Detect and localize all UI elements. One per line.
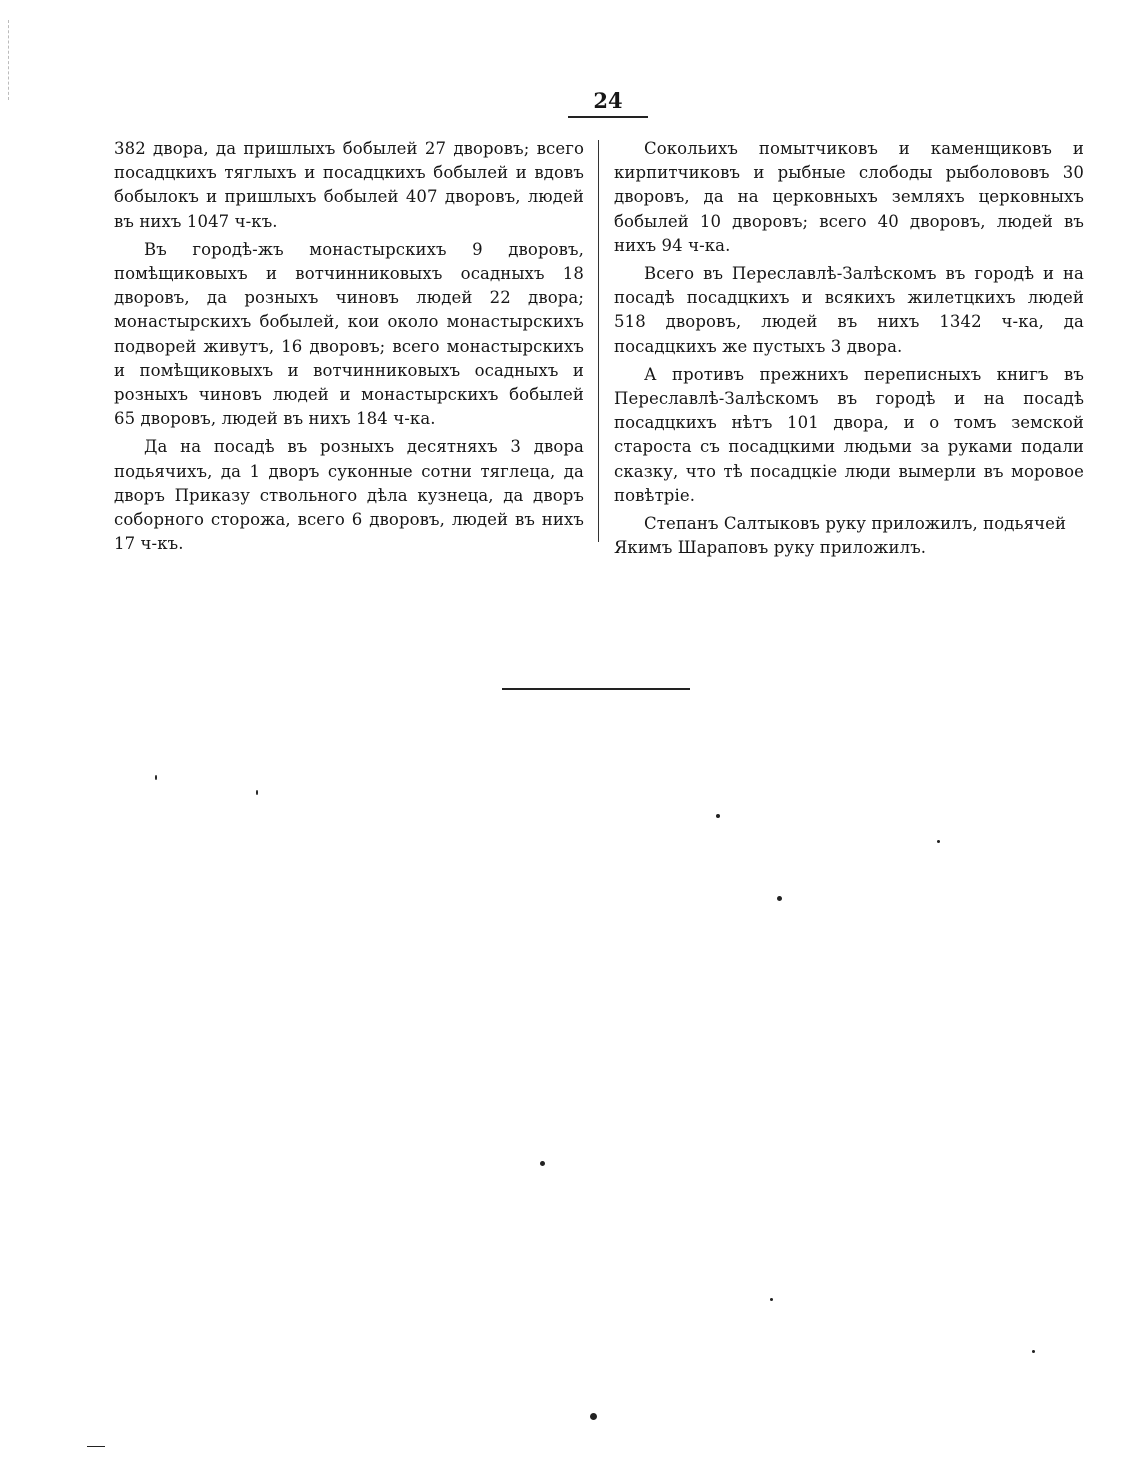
paragraph: 382 двора, да пришлыхъ бобылей 27 дворовъ; всего посадцкихъ тяглыхъ и посадцкихъ бобылей и вдовъ бобылокъ и пришлыхъ бобылей 407 дворовъ, людей въ нихъ 1047 ч-къ. (114, 139, 584, 231)
right-column (614, 137, 1084, 560)
column-divider (598, 140, 599, 542)
scan-speck (155, 775, 157, 780)
signature-line: Якимъ Шараповъ руку приложилъ. (614, 538, 927, 558)
section-end-rule (502, 688, 690, 690)
scan-speck (256, 790, 258, 795)
margin-scan-mark (8, 20, 10, 100)
scan-speck (540, 1161, 545, 1166)
scan-speck (716, 814, 720, 818)
paragraph: Въ городѣ-жъ монастырскихъ 9 дворовъ, помѣщиковыхъ и вотчинниковыхъ осадныхъ 18 дворовъ, да розныхъ чиновъ людей 22 двора; монастырскихъ бобылей, кои около монастырскихъ подворей живутъ, 16 дворовъ; всего монастырскихъ и помѣщиковыхъ и вотчинниковыхъ осадныхъ и розныхъ чиновъ людей и монастырскихъ бобылей 65 дворовъ, людей въ нихъ 184 ч-ка. (114, 239, 584, 429)
paragraph: Да на посадѣ въ розныхъ десятняхъ 3 двора подьячихъ, да 1 дворъ суконные сотни тяглеца, да дворъ Приказу ствольного дѣла кузнеца, да дворъ соборного сторожа, всего 6 дворовъ, людей въ нихъ 17 ч-къ. (114, 437, 584, 554)
left-column (114, 137, 584, 560)
paragraph: А противъ прежнихъ переписныхъ книгъ въ Переславлѣ-Залѣскомъ въ городѣ и на посадѣ посадцкихъ нѣтъ 101 двора, и о томъ земской староста съ посадцкими людьми за руками подали сказку, что тѣ посадцкіе люди вымерли въ моровое повѣтріе. (614, 364, 1084, 505)
scan-speck (770, 1298, 773, 1301)
scan-speck (590, 1413, 597, 1420)
scan-speck (87, 1446, 105, 1447)
page-number: 24 (568, 88, 648, 118)
scan-speck (937, 840, 940, 843)
scan-speck (777, 896, 782, 901)
signature-line: Степанъ Салтыковъ руку приложилъ, подьячей (644, 514, 1067, 534)
paragraph: Сокольихъ помытчиковъ и каменщиковъ и кирпитчиковъ и рыбные слободы рыболововъ 30 дворовъ, да на церковныхъ земляхъ церковныхъ бобылей 10 дворовъ; всего 40 дворовъ, людей въ нихъ 94 ч-ка. (614, 139, 1084, 255)
paragraph: Всего въ Переславлѣ-Залѣскомъ въ городѣ и на посадѣ посадцкихъ и всякихъ жилетцкихъ людей 518 дворовъ, людей въ нихъ 1342 ч-ка, да посадцкихъ же пустыхъ 3 двора. (614, 264, 1084, 356)
scan-speck (1032, 1350, 1035, 1353)
